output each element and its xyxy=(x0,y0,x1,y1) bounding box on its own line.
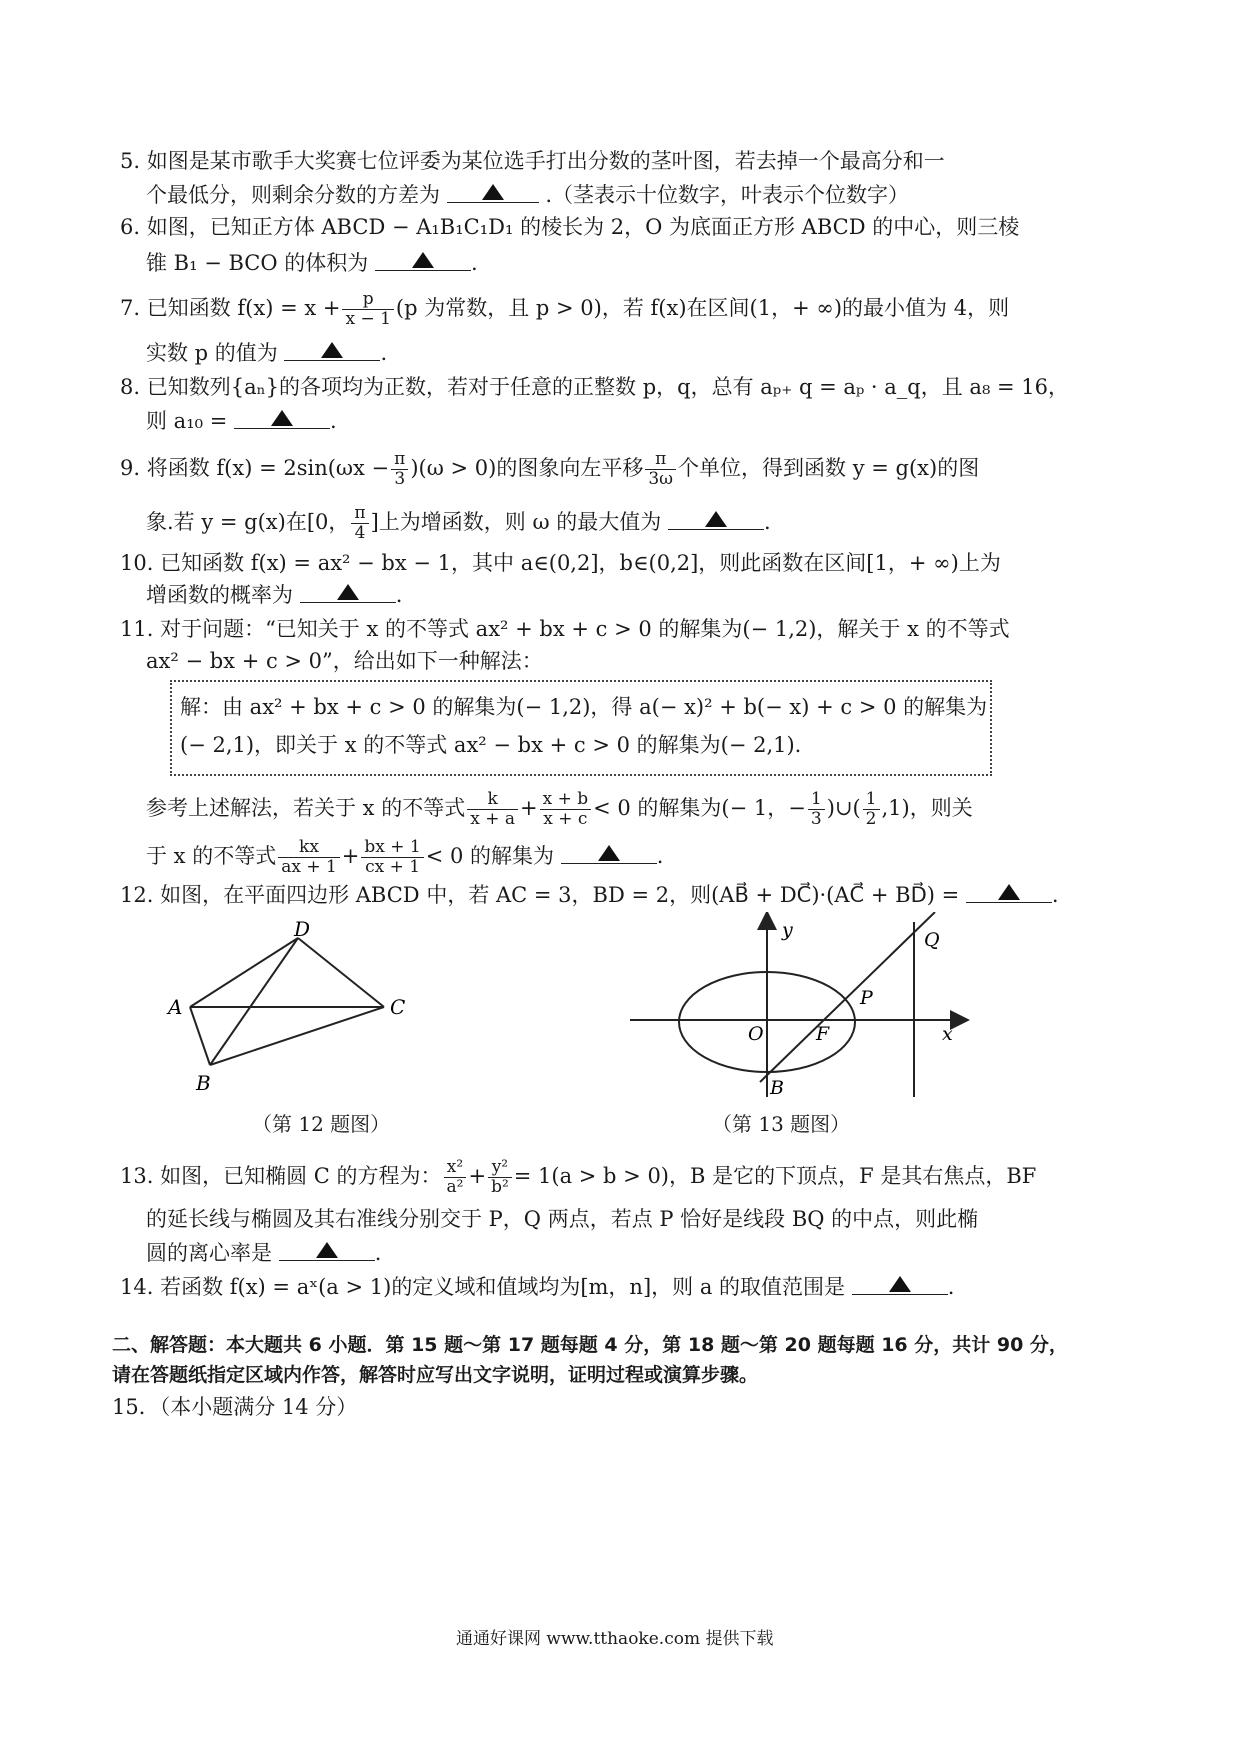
period: . xyxy=(470,251,478,275)
fraction-one-half xyxy=(863,790,880,829)
fraction-kx-over-ax-plus-1 xyxy=(278,838,340,877)
question-11-ask: < 0 的解集为 xyxy=(425,844,555,868)
fraction-denominator: 3 xyxy=(810,809,822,829)
answer-blank-6[interactable] xyxy=(375,248,471,271)
period: . xyxy=(763,510,771,534)
question-13-ask: 圆的离心率是 xyxy=(146,1241,272,1265)
question-12-line-1 xyxy=(120,880,1059,910)
triangle-marker-icon xyxy=(482,184,504,200)
segment-DC xyxy=(298,938,384,1007)
fraction-denominator: 4 xyxy=(354,523,366,543)
diagonal-BD xyxy=(210,938,298,1065)
plus-sign: + xyxy=(341,844,360,868)
figure-12-quadrilateral xyxy=(160,920,460,1100)
section-2-heading-line-2: 请在答题纸指定区域内作答，解答时应写出文字说明，证明过程或演算步骤。 xyxy=(112,1364,759,1386)
question-13-text: 13. 如图，已知椭圆 C 的方程为： xyxy=(120,1164,442,1188)
question-11-line-4 xyxy=(146,838,663,877)
question-8-ask: 则 a₁₀ = xyxy=(146,409,228,433)
question-11-line-3 xyxy=(146,790,973,829)
triangle-marker-icon xyxy=(998,884,1020,900)
question-8-line-1: 8. 已知数列{aₙ}的各项均为正数，若对于任意的正整数 p，q，总有 aₚ₊ q = aₚ · a_q，且 a₈ = 16， xyxy=(120,375,1070,399)
fraction-pi-over-3-omega xyxy=(645,450,676,489)
fraction-numerator: x + b xyxy=(540,790,592,810)
fraction-denominator: b² xyxy=(491,1177,509,1197)
triangle-marker-icon xyxy=(271,410,293,426)
fraction-numerator: π xyxy=(391,450,408,470)
question-13-line-3 xyxy=(146,1238,381,1268)
question-9-text: 9. 将函数 f(x) = 2sin(ωx − xyxy=(120,456,390,480)
fraction-denominator: 3ω xyxy=(648,469,674,489)
fraction-bx-plus-1-over-cx-plus-1 xyxy=(361,838,423,877)
point-label-P: P xyxy=(860,987,873,1009)
question-9-result: 个单位，得到函数 y = g(x)的图 xyxy=(678,456,980,480)
question-7-line-1 xyxy=(120,290,1009,329)
fraction-denominator: x − 1 xyxy=(345,309,391,329)
question-10-line-2 xyxy=(146,580,402,610)
question-6-line-1: 6. 如图，已知正方体 ABCD − A₁B₁C₁D₁ 的棱长为 2，O 为底面正方形 ABCD 的中心，则三棱 xyxy=(120,215,1020,239)
point-label-B: B xyxy=(196,1071,211,1095)
segment-AD xyxy=(190,938,298,1007)
fraction-x-plus-b-over-x-plus-c xyxy=(540,790,592,829)
question-14-line-1 xyxy=(120,1272,954,1302)
fraction-denominator: x + c xyxy=(543,809,588,829)
question-6-line-2 xyxy=(146,248,478,278)
question-5-text: 个最低分，则剩余分数的方差为 xyxy=(146,183,440,207)
question-5-line-2 xyxy=(146,180,909,210)
fraction-numerator: bx + 1 xyxy=(361,838,423,858)
triangle-marker-icon xyxy=(705,511,727,527)
question-8-line-2 xyxy=(146,406,337,436)
fraction-denominator: cx + 1 xyxy=(365,857,421,877)
triangle-marker-icon xyxy=(316,1242,338,1258)
question-12-text: 12. 如图，在平面四边形 ABCD 中，若 AC = 3，BD = 2，则(AB⃗ + DC⃗)·(AC⃗ + BD⃗) = xyxy=(120,883,960,907)
question-13-condition: = 1(a > b > 0)，B 是它的下顶点，F 是其右焦点，BF xyxy=(513,1164,1037,1188)
section-2-heading-line-1: 二、解答题：本大题共 6 小题．第 15 题～第 17 题每题 4 分，第 18 题～第 20 题每题 16 分，共计 90 分， xyxy=(112,1334,1068,1356)
triangle-marker-icon xyxy=(337,584,359,600)
fraction-numerator: π xyxy=(351,504,368,524)
question-9-ask: ]上为增函数，则 ω 的最大值为 xyxy=(370,510,662,534)
answer-blank-7[interactable] xyxy=(284,338,380,361)
plus-sign: + xyxy=(519,796,538,820)
fraction-numerator: kx xyxy=(278,838,340,858)
segment-CB xyxy=(210,1007,384,1065)
fraction-numerator: π xyxy=(645,450,676,470)
question-5-line-1: 5. 如图是某市歌手大奖赛七位评委为某位选手打出分数的茎叶图，若去掉一个最高分和一 xyxy=(120,149,945,173)
question-13-line-1 xyxy=(120,1158,1036,1197)
axis-label-y: y xyxy=(782,919,793,941)
point-label-O: O xyxy=(748,1023,764,1045)
fraction-numerator: x² xyxy=(444,1158,467,1178)
segment-BA xyxy=(190,1007,210,1065)
answer-blank-5[interactable] xyxy=(447,180,539,203)
question-7-line-2 xyxy=(146,338,387,368)
period: . xyxy=(330,409,337,433)
fraction-numerator: y² xyxy=(488,1158,512,1178)
question-9-shift: )(ω > 0)的图象向左平移 xyxy=(410,456,644,480)
fraction-numerator: k xyxy=(467,790,518,810)
question-11-continuation: ,1)，则关 xyxy=(881,796,973,820)
question-9-line-2 xyxy=(146,504,771,543)
question-11-text: 参考上述解法，若关于 x 的不等式 xyxy=(146,796,466,820)
fraction-numerator: 1 xyxy=(863,790,880,810)
axis-label-x: x xyxy=(942,1023,953,1045)
question-7-ask: 实数 p 的值为 xyxy=(146,341,278,365)
answer-blank-14[interactable] xyxy=(852,1272,948,1295)
fraction-denominator: 2 xyxy=(865,809,877,829)
footer-source: 通通好课网 www.tthaoke.com 提供下载 xyxy=(456,1629,774,1649)
answer-blank-13[interactable] xyxy=(279,1238,375,1261)
triangle-marker-icon xyxy=(412,252,434,268)
point-label-D: D xyxy=(294,920,311,941)
union-symbol: )∪( xyxy=(826,796,861,820)
triangle-marker-icon xyxy=(889,1276,911,1292)
point-label-A: A xyxy=(168,995,183,1019)
question-10-ask: 增函数的概率为 xyxy=(146,583,293,607)
fraction-pi-over-4 xyxy=(351,504,368,543)
point-label-F: F xyxy=(816,1023,830,1045)
question-14-text: 14. 若函数 f(x) = aˣ(a > 1)的定义域和值域均为[m，n]，则 a 的取值范围是 xyxy=(120,1275,846,1299)
question-5-note: .（茎表示十位数字，叶表示个位数字） xyxy=(545,183,910,207)
fraction-denominator: x + a xyxy=(470,809,515,829)
question-10-line-1: 10. 已知函数 f(x) = ax² − bx − 1，其中 a∈(0,2]，b∈(0,2]，则此函数在区间[1，+ ∞)上为 xyxy=(120,551,1001,575)
solution-box-line-2: (− 2,1)，即关于 x 的不等式 ax² − bx + c > 0 的解集为(− 2,1). xyxy=(180,733,802,757)
answer-blank-10[interactable] xyxy=(300,580,396,603)
answer-blank-11[interactable] xyxy=(561,841,657,864)
fraction-pi-over-3 xyxy=(391,450,408,489)
point-label-Q: Q xyxy=(924,929,940,951)
point-label-B: B xyxy=(770,1077,784,1099)
solution-box-line-1: 解：由 ax² + bx + c > 0 的解集为(− 1,2)，得 a(− x)² + b(− x) + c > 0 的解集为 xyxy=(180,695,988,719)
answer-blank-8[interactable] xyxy=(234,406,330,429)
fraction-p-over-x-minus-1 xyxy=(342,290,393,329)
question-6-text: 锥 B₁ − BCO 的体积为 xyxy=(146,251,369,275)
plus-sign: + xyxy=(468,1164,487,1188)
question-11-line-2: ax² − bx + c > 0”，给出如下一种解法： xyxy=(146,649,543,673)
period: . xyxy=(374,1241,382,1265)
period: . xyxy=(947,1275,955,1299)
question-9-line-1 xyxy=(120,450,979,489)
fraction-denominator: ax + 1 xyxy=(281,857,337,877)
fraction-numerator: 1 xyxy=(808,790,825,810)
answer-blank-9[interactable] xyxy=(668,507,764,530)
period: . xyxy=(1051,883,1059,907)
question-11-solution-set: < 0 的解集为(− 1，− xyxy=(593,796,806,820)
question-9-interval: 象.若 y = g(x)在[0， xyxy=(146,510,350,534)
fraction-y2-over-b2 xyxy=(488,1158,512,1197)
period: . xyxy=(656,844,664,868)
fraction-x2-over-a2 xyxy=(444,1158,467,1197)
period: . xyxy=(380,341,388,365)
fraction-one-third xyxy=(808,790,825,829)
question-13-line-2: 的延长线与椭圆及其右准线分别交于 P，Q 两点，若点 P 恰好是线段 BQ 的中点，则此椭 xyxy=(146,1207,979,1231)
triangle-marker-icon xyxy=(598,845,620,861)
question-15-heading: 15．（本小题满分 14 分） xyxy=(112,1395,358,1419)
answer-blank-12[interactable] xyxy=(966,880,1052,903)
period: . xyxy=(395,583,403,607)
question-7-text: 7. 已知函数 f(x) = x + xyxy=(120,296,341,320)
fraction-denominator: a² xyxy=(446,1177,464,1197)
figure-13-caption: （第 13 题图） xyxy=(712,1112,851,1136)
point-label-C: C xyxy=(390,995,406,1019)
fraction-numerator: p xyxy=(342,290,393,310)
figure-13-ellipse xyxy=(620,912,980,1107)
figure-12-caption: （第 12 题图） xyxy=(252,1112,391,1136)
question-7-condition: (p 为常数，且 p > 0)，若 f(x)在区间(1，+ ∞)的最小值为 4，则 xyxy=(395,296,1010,320)
fraction-denominator: 3 xyxy=(394,469,406,489)
fraction-k-over-x-plus-a xyxy=(467,790,518,829)
question-11-line-1: 11. 对于问题：“已知关于 x 的不等式 ax² + bx + c > 0 的解集为(− 1,2)，解关于 x 的不等式 xyxy=(120,617,1010,641)
triangle-marker-icon xyxy=(321,342,343,358)
question-11-ask-text: 于 x 的不等式 xyxy=(146,844,277,868)
